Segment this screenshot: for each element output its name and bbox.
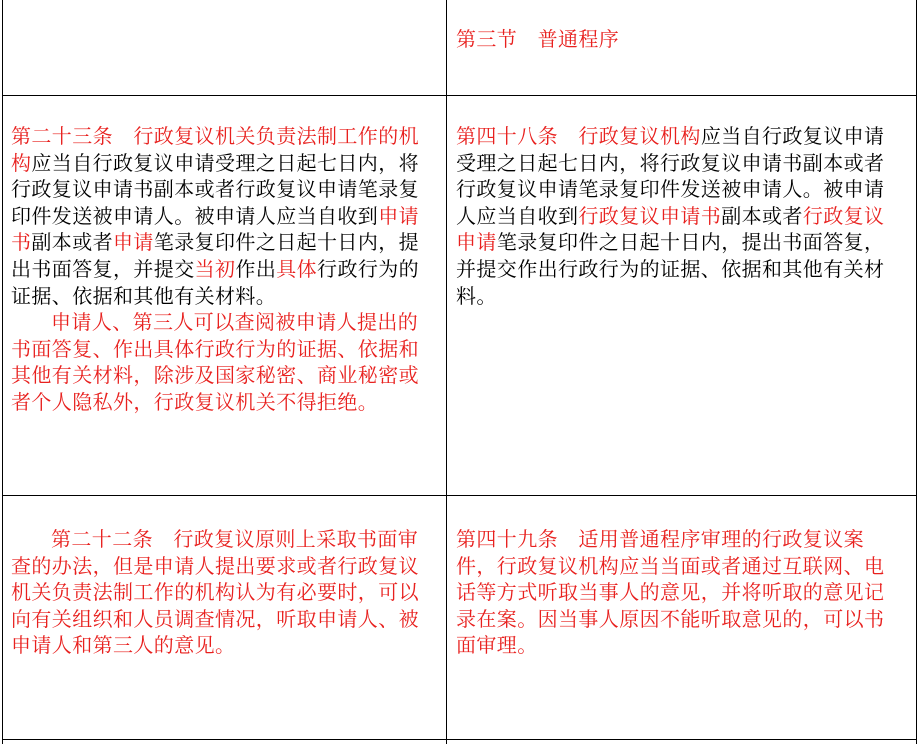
table-column-divider xyxy=(446,0,447,744)
amended-text: 第二十三条 行政复议机关负责法制工作的机构 xyxy=(11,124,419,175)
article-paragraph xyxy=(11,309,425,415)
table-row-divider xyxy=(2,495,917,496)
article-paragraph xyxy=(456,526,890,659)
amended-text: 第四十九条 适用普通程序审理的行政复议案件，行政复议机构应当当面或者通过互联网、电话等方式听取当事人的意见，并将听取的意见记录在案。因当事人原因不能听取意见的，可以书面审理。 xyxy=(456,527,885,658)
unchanged-text: 应当自行政复议申请受理之日起七日内，将行政复议申请书副本或者行政复议申请笔录复印件发送被申请人。被申请人应当自收到 xyxy=(456,124,885,228)
table-cell-new-law xyxy=(456,123,890,309)
amended-text: 第三节 普通程序 xyxy=(456,27,620,51)
amended-text: 行政复议申请 xyxy=(456,203,885,255)
table-border-left xyxy=(2,0,3,744)
article-paragraph xyxy=(456,123,890,309)
amended-text: 当初 xyxy=(194,256,236,281)
table-cell-new-law xyxy=(456,526,890,659)
table-row-divider xyxy=(2,95,917,96)
table-border-right xyxy=(916,0,917,744)
table-cell-old-law xyxy=(11,123,425,416)
table-row-divider xyxy=(2,739,917,740)
amended-text: 申请书 xyxy=(11,203,420,255)
article-paragraph xyxy=(11,123,425,309)
amended-text: 具体 xyxy=(276,256,318,281)
article-paragraph xyxy=(11,526,425,659)
amended-text: 第四十八条 行政复议机构 xyxy=(456,124,701,148)
article-paragraph xyxy=(456,26,890,53)
section-heading xyxy=(456,26,890,53)
unchanged-text: 副本或者 xyxy=(721,203,803,228)
unchanged-text: 副本或者 xyxy=(31,230,114,255)
amended-text: 行政复议申请书 xyxy=(578,203,722,228)
unchanged-text: 笔录复印件之日起十日内，提出书面答复，并提交 xyxy=(11,230,420,281)
amended-text: 申请 xyxy=(113,230,154,255)
unchanged-text: 笔录复印件之日起十日内，提出书面答复，并提交作出行政行为的证据、依据和其他有关材料。 xyxy=(456,230,885,308)
amended-text: 第二十二条 行政复议原则上采取书面审查的办法，但是申请人提出要求或者行政复议机关负责法制工作的机构认为有必要时，可以向有关组织和人员调查情况，听取申请人、被申请人和第三人的意见。 xyxy=(11,527,419,658)
amended-text: 申请人、第三人可以查阅被申请人提出的书面答复、作出具体行政行为的证据、依据和其他有关材料，除涉及国家秘密、商业秘密或者个人隐私外，行政复议机关不得拒绝。 xyxy=(11,310,419,414)
unchanged-text: 应当自行政复议申请受理之日起七日内，将行政复议申请书副本或者行政复议申请笔录复印件发送被申请人。被申请人应当自收到 xyxy=(11,150,420,228)
table-cell-old-law xyxy=(11,526,425,659)
unchanged-text: 行政行为的证据、依据和其他有关材料。 xyxy=(11,256,420,308)
unchanged-text: 作出 xyxy=(235,256,277,281)
